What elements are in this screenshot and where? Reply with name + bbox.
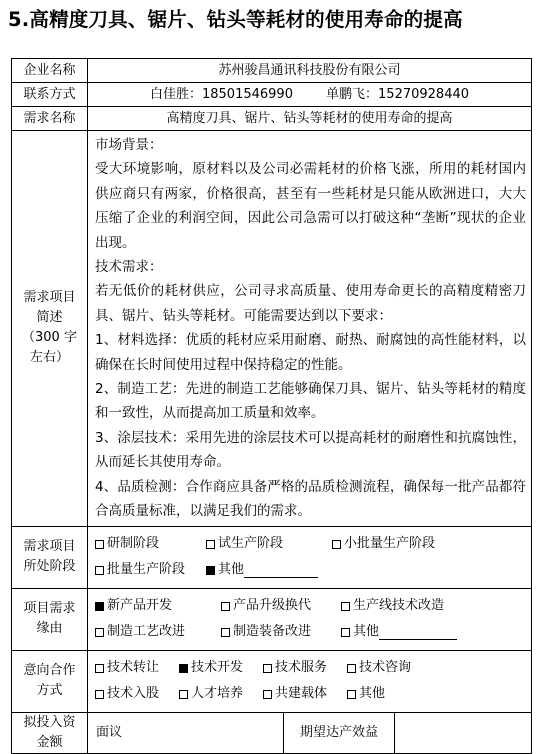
benefit-label: 期望达产效益 — [284, 713, 395, 753]
origin-row — [12, 588, 532, 650]
cooperation-option[interactable] — [263, 660, 347, 676]
fill-in-line[interactable] — [244, 563, 318, 578]
checkbox-icon[interactable] — [221, 628, 230, 637]
cooperation-option[interactable] — [263, 686, 347, 702]
company-row — [12, 59, 532, 83]
paragraph-item-3: 3、涂层技术：采用先进的涂层技术可以提高耗材的耐磨性和抗腐蚀性，从而延长其使用寿命。 — [95, 429, 527, 471]
paragraph-item-2: 2、制造工艺：先进的制造工艺能够确保刀具、锯片、钻头等耗材的精度和一致性，从而提高加工质量和效率。 — [95, 381, 527, 422]
checkbox-icon[interactable] — [95, 664, 104, 673]
option-label: 其他 — [218, 562, 245, 577]
stage-row — [12, 526, 532, 588]
checked-checkbox-icon[interactable] — [95, 602, 104, 611]
benefit-value[interactable] — [395, 713, 531, 753]
paragraph-item-1: 1、材料选择：优质的耗材应采用耐磨、耐热、耐腐蚀的高性能材料，以确保在长时间使用过程中保持稳定的性能。 — [95, 332, 527, 373]
cooperation-option[interactable] — [347, 660, 411, 676]
description-text — [88, 131, 532, 527]
demand-name-value: 高精度刀具、锯片、钻头等耗材的使用寿命的提高 — [88, 107, 532, 131]
investment-label — [12, 712, 88, 753]
origin-label-line: 项目需求 — [23, 601, 76, 616]
demand-name-row — [12, 107, 532, 131]
stage-option[interactable] — [95, 562, 206, 578]
checkbox-icon[interactable] — [95, 690, 104, 699]
checkbox-icon[interactable] — [95, 540, 104, 549]
cooperation-option[interactable] — [95, 686, 179, 702]
description-label-line: 左右） — [29, 350, 69, 366]
cooperation-label-line: 方式 — [36, 683, 63, 698]
investment-row — [12, 712, 532, 753]
cooperation-row — [12, 650, 532, 712]
checkbox-icon[interactable] — [263, 690, 272, 699]
contact-label: 联系方式 — [12, 83, 88, 107]
option-label: 制造工艺改进 — [107, 624, 186, 639]
option-label: 技术转让 — [107, 660, 160, 675]
option-label: 试生产阶段 — [218, 536, 284, 551]
contact-row — [12, 83, 532, 107]
option-label: 技术开发 — [191, 660, 244, 675]
benefit-cell — [284, 712, 532, 753]
investment-label-line: 拟投入资 — [23, 714, 76, 730]
checkbox-icon[interactable] — [341, 628, 350, 637]
company-value: 苏州骏昌通讯科技股份有限公司 — [88, 59, 532, 83]
cooperation-option[interactable] — [179, 660, 263, 676]
cooperation-option[interactable] — [179, 686, 263, 702]
checkbox-icon[interactable] — [179, 690, 188, 699]
stage-option[interactable] — [95, 536, 206, 552]
description-label-line: 简述 — [36, 310, 63, 326]
checkbox-icon[interactable] — [332, 540, 341, 549]
option-label: 技术服务 — [275, 660, 328, 675]
investment-label-line: 金额 — [36, 734, 63, 750]
paragraph-tech-heading: 技术需求： — [95, 259, 163, 276]
option-label: 新产品开发 — [107, 598, 173, 613]
stage-label — [12, 526, 88, 588]
stage-label-line: 需求项目 — [23, 539, 76, 554]
origin-label-line: 缘由 — [36, 621, 63, 636]
company-label: 企业名称 — [12, 59, 88, 83]
option-label: 其他 — [353, 624, 380, 639]
demand-form — [11, 58, 532, 754]
paragraph-item-4: 4、品质检测：合作商应具备严格的品质检测流程，确保每一批产品都符合高质量标准，以满足我们的需求。 — [95, 478, 527, 520]
checkbox-icon[interactable] — [206, 540, 215, 549]
description-row — [12, 131, 532, 527]
option-label: 技术咨询 — [359, 660, 412, 675]
option-label: 产品升级换代 — [233, 598, 312, 613]
origin-option[interactable] — [341, 624, 457, 640]
contact-value: 白佳胜：18501546990 单鹏飞：15270928440 — [88, 83, 532, 107]
checkbox-icon[interactable] — [263, 664, 272, 673]
origin-option[interactable] — [221, 624, 341, 640]
origin-options — [88, 588, 532, 650]
origin-option[interactable] — [341, 598, 444, 614]
option-label: 研制阶段 — [107, 536, 160, 551]
description-label-line: 需求项目 — [23, 290, 76, 306]
option-label: 技术入股 — [107, 686, 160, 701]
checked-checkbox-icon[interactable] — [179, 664, 188, 673]
option-label: 生产线技术改造 — [353, 598, 445, 613]
option-label: 批量生产阶段 — [107, 562, 186, 577]
paragraph-market-heading: 市场背景： — [95, 137, 163, 153]
origin-option[interactable] — [95, 624, 221, 640]
checkbox-icon[interactable] — [347, 664, 356, 673]
fill-in-line[interactable] — [379, 625, 457, 640]
checked-checkbox-icon[interactable] — [206, 566, 215, 575]
description-label-line: （300 字 — [22, 330, 77, 346]
investment-value[interactable]: 面议 — [88, 712, 284, 753]
description-label — [12, 131, 88, 527]
checkbox-icon[interactable] — [221, 602, 230, 611]
option-label: 共建载体 — [275, 686, 328, 701]
stage-options — [88, 526, 532, 588]
stage-option[interactable] — [332, 536, 435, 552]
origin-option[interactable] — [221, 598, 341, 614]
option-label: 制造装备改进 — [233, 624, 312, 639]
page-title: 5.高精度刀具、锯片、钻头等耗材的使用寿命的提高 — [8, 8, 463, 31]
origin-option[interactable] — [95, 598, 221, 614]
cooperation-options — [88, 650, 532, 712]
cooperation-label-line: 意向合作 — [23, 663, 76, 678]
stage-option[interactable] — [206, 536, 332, 552]
option-label: 小批量生产阶段 — [344, 536, 436, 551]
option-label: 其他 — [359, 686, 386, 701]
stage-option[interactable] — [206, 562, 318, 578]
checkbox-icon[interactable] — [95, 628, 104, 637]
demand-name-label: 需求名称 — [12, 107, 88, 131]
option-label: 人才培养 — [191, 686, 244, 701]
paragraph-market-body: 受大环境影响，原材料以及公司必需耗材的价格飞涨，所用的耗材国内供应商只有两家，价格很高，甚至有一些耗材是只能从欧洲进口，大大压缩了企业的利润空间，因此公司急需可以打破这种“垄断”现状的企业出现。 — [95, 161, 527, 251]
checkbox-icon[interactable] — [95, 566, 104, 575]
origin-label — [12, 588, 88, 650]
checkbox-icon[interactable] — [341, 602, 350, 611]
checkbox-icon[interactable] — [347, 690, 356, 699]
cooperation-option[interactable] — [95, 660, 179, 676]
paragraph-tech-body: 若无低价的耗材供应，公司寻求高质量、使用寿命更长的高精度精密刀具、锯片、钻头等耗材。可能需要达到以下要求： — [95, 283, 527, 324]
cooperation-label — [12, 650, 88, 712]
stage-label-line: 所处阶段 — [23, 559, 76, 574]
cooperation-option[interactable] — [347, 686, 385, 702]
